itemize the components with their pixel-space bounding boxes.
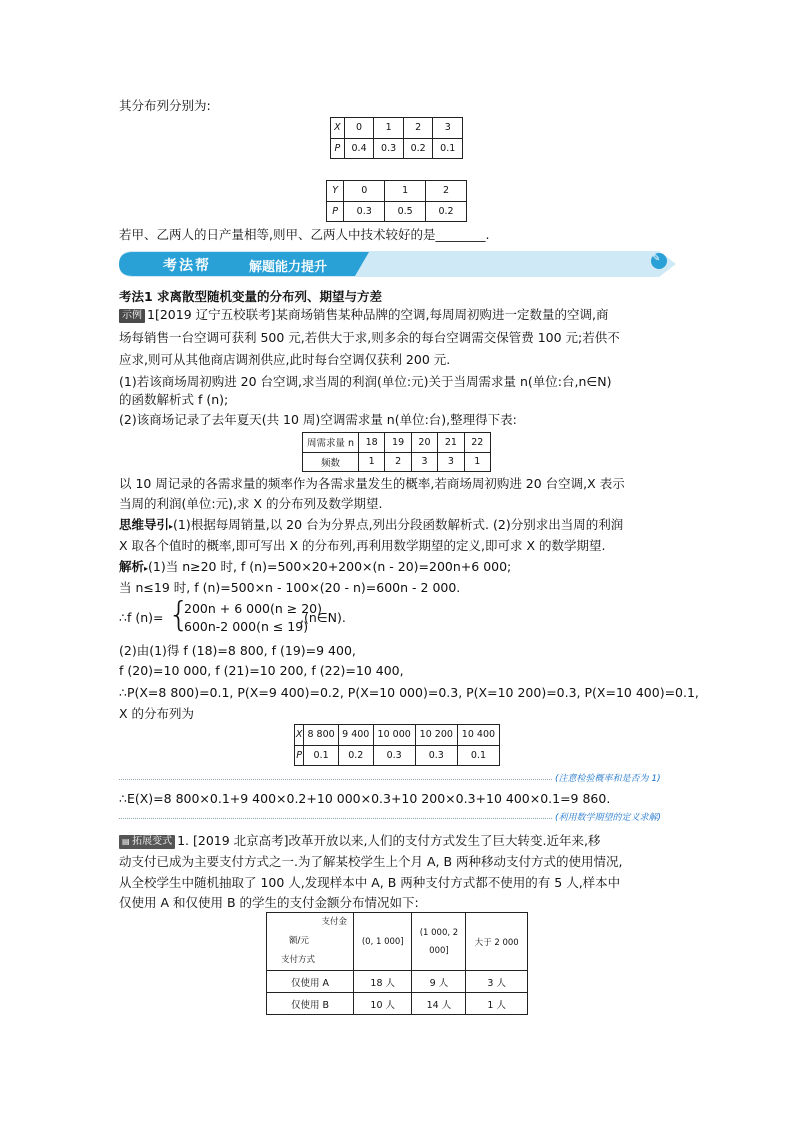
table-row [267,971,528,993]
table-cell: 9 400 [338,725,373,746]
guide-line-1 [119,516,623,535]
extension-line-1 [119,832,600,849]
table-cell: Y [327,181,344,202]
book-icon: ▤ [122,837,133,846]
solution-label: 解析 [119,559,145,574]
distribution-table-y [326,180,467,222]
table-cell: 1 [374,118,404,139]
table-cell: 0.2 [338,745,373,766]
table-cell: P [331,138,345,159]
question-2: (2)该商场记录了去年夏天(共 10 周)空调需求量 n(单位:台),整理得下表: [119,412,517,427]
table-cell: 大于 2 000 [466,913,528,971]
table-cell: 10 000 [373,725,415,746]
table-cell: 1 人 [466,993,528,1015]
extension-line-4: 仅使用 A 和仅使用 B 的学生的支付金额分布情况如下: [119,895,419,910]
table-cell: 0.1 [433,138,463,159]
table-cell: 0.3 [415,745,457,766]
table-row [331,138,463,159]
table-cell: 仅使用 A [267,971,354,993]
corner-label-method: 支付方式 [281,955,316,965]
table-cell [412,913,466,971]
example-line-3: 应求,则可从其他商店调剂供应,此时每台空调仅获利 200 元. [119,352,451,367]
table-cell: 0.3 [373,745,415,766]
table-row [327,201,467,222]
compare-question: 若甲、乙两人的日产量相等,则甲、乙两人中技术较好的是________. [119,227,490,242]
guide-line-2: X 取各个值时的概率,即可写出 X 的分布列,再利用数学期望的定义,即可求 X 的数学期望. [119,538,606,553]
example-line-2: 场每销售一台空调可获利 500 元,若供大于求,则多余的每台空调需交保管费 100 元;若供不 [119,330,620,345]
section-title: 考法1 求离散型随机变量的分布列、期望与方差 [119,289,383,304]
solution-text: (1)当 n≥20 时, f (n)=500×20+200×(n - 20)=200n+6 000; [148,559,512,574]
table-cell: 0.3 [374,138,404,159]
table-row [267,993,528,1015]
table-row [295,725,500,746]
banner-subtitle: 解题能力提升 [249,260,328,275]
table-cell: 10 人 [354,993,412,1015]
table-cell: 9 人 [412,971,466,993]
piecewise-top: 200n + 6 000(n ≥ 20) [184,601,322,616]
extension-tag-label: 拓展变式 [132,836,173,847]
table-cell: 21 [438,433,464,453]
table-cell: 0.5 [385,201,426,222]
table-cell: X [295,725,304,746]
table-cell: 8 800 [304,725,339,746]
table-cell: 3 [411,452,437,472]
dotted-leader [119,779,552,780]
table-cell: X [331,118,345,139]
table-cell: 2 [403,118,433,139]
solution-line-2: 当 n≤19 时, f (n)=500×n - 100×(20 - n)=600n - 2 000. [119,580,461,595]
expectation-line: ∴E(X)=8 800×0.1+9 400×0.2+10 000×0.3+10 200×0.3+10 400×0.1=9 860. [119,791,611,806]
table-cell: 1 [464,452,490,472]
extension-line-2: 动支付已成为主要支付方式之一.为了解某校学生上个月 A, B 两种移动支付方式的使用情况, [119,854,623,869]
table-cell: 0 [344,181,385,202]
table-cell: 3 [438,452,464,472]
table-cell: 18 [359,433,385,453]
range-part-2: 000] [429,945,449,956]
table-cell: 1 [359,452,385,472]
piecewise-suffix: ,(n∈N). [300,610,346,625]
table-corner-cell [267,913,354,971]
table-cell: 仅使用 B [267,993,354,1015]
range-part-1: (1 000, 2 [419,927,459,938]
hint-expectation-definition: (利用数学期望的定义求解) [555,813,662,823]
table-cell: 2 [385,452,411,472]
hint-probability-sum: (注意检验概率和是否为 1) [555,774,661,784]
corner-label-unit: 额/元 [289,936,309,946]
table-row [303,452,491,472]
solution-line-1 [119,558,511,577]
table-cell: 2 [426,181,467,202]
example-line-1 [119,306,608,323]
piecewise-bottom: 600n-2 000(n ≤ 19) [184,619,309,634]
corner-label-amount: 支付金 [321,917,347,927]
piecewise-prefix: ∴f (n)= [119,610,164,625]
table-cell: P [295,745,304,766]
table-row [267,913,528,971]
table-cell: 1 [385,181,426,202]
table-cell: P [327,201,344,222]
table-cell: 10 400 [457,725,499,746]
table-cell: 14 人 [412,993,466,1015]
solution-line-7: X 的分布列为 [119,706,195,721]
table-cell: 0 [344,118,374,139]
table-cell: 0.3 [344,201,385,222]
table-cell: 频数 [303,452,359,472]
profit-distribution-table [294,724,500,766]
banner-title: 考法帮 [163,258,211,274]
table-cell: 20 [411,433,437,453]
pencil-icon: ✎ [652,253,661,264]
demand-table [302,432,491,472]
table-row [303,433,491,453]
table-cell: 0.2 [426,201,467,222]
table-cell: 22 [464,433,490,453]
payment-table [266,912,528,1015]
section-banner [119,251,676,277]
table-cell: 10 200 [415,725,457,746]
brace-symbol: { [168,595,190,635]
solution-line-5: f (20)=10 000, f (21)=10 200, f (22)=10 400, [119,663,404,678]
question-1b: 的函数解析式 f (n); [119,392,229,407]
table-row [295,745,500,766]
table-cell: 19 [385,433,411,453]
extension-text: 1. [2019 北京高考]改革开放以来,人们的支付方式发生了巨大转变.近年来,移 [177,833,601,848]
table-cell: 0.4 [344,138,374,159]
table-row [331,118,463,139]
distribution-table-x [330,117,463,159]
table-cell: 18 人 [354,971,412,993]
dotted-leader [119,818,552,819]
guide-text: (1)根据每周销量,以 20 台为分界点,列出分段函数解析式. (2)分别求出当周的利润 [173,517,624,532]
question-3b: 当周的利润(单位:元),求 X 的分布列及数学期望. [119,496,383,511]
table-cell: 0.1 [457,745,499,766]
example-text: 1[2019 辽宁五校联考]某商场销售某种品牌的空调,每周周初购进一定数量的空调,商 [147,307,609,322]
table-cell: 0.2 [403,138,433,159]
solution-line-6: ∴P(X=8 800)=0.1, P(X=9 400)=0.2, P(X=10 000)=0.3, P(X=10 200)=0.3, P(X=10 400)=0.1, [119,685,699,700]
question-3a: 以 10 周记录的各需求量的频率作为各需求量发生的概率,若商场周初购进 20 台空调,X 表示 [119,476,625,491]
table-row [327,181,467,202]
triangle-icon: ▸ [169,522,174,531]
guide-label: 思维导引 [119,517,170,532]
table-cell: (0, 1 000] [354,913,412,971]
question-1a: (1)若该商场周初购进 20 台空调,求当周的利润(单位:元)关于当周需求量 n(单位:台,n∈N) [119,374,612,389]
example-tag: 示例 [119,309,145,323]
triangle-icon: ▸ [144,564,149,573]
table-cell: 3 [433,118,463,139]
table-cell: 3 人 [466,971,528,993]
solution-line-4: (2)由(1)得 f (18)=8 800, f (19)=9 400, [119,643,356,658]
table-cell: 0.1 [304,745,339,766]
extension-line-3: 从全校学生中随机抽取了 100 人,发现样本中 A, B 两种支付方式都不使用的有 5 人,样本中 [119,875,621,890]
extension-tag [119,835,175,849]
table-cell: 周需求量 n [303,433,359,453]
intro-text: 其分布列分别为: [119,98,211,113]
